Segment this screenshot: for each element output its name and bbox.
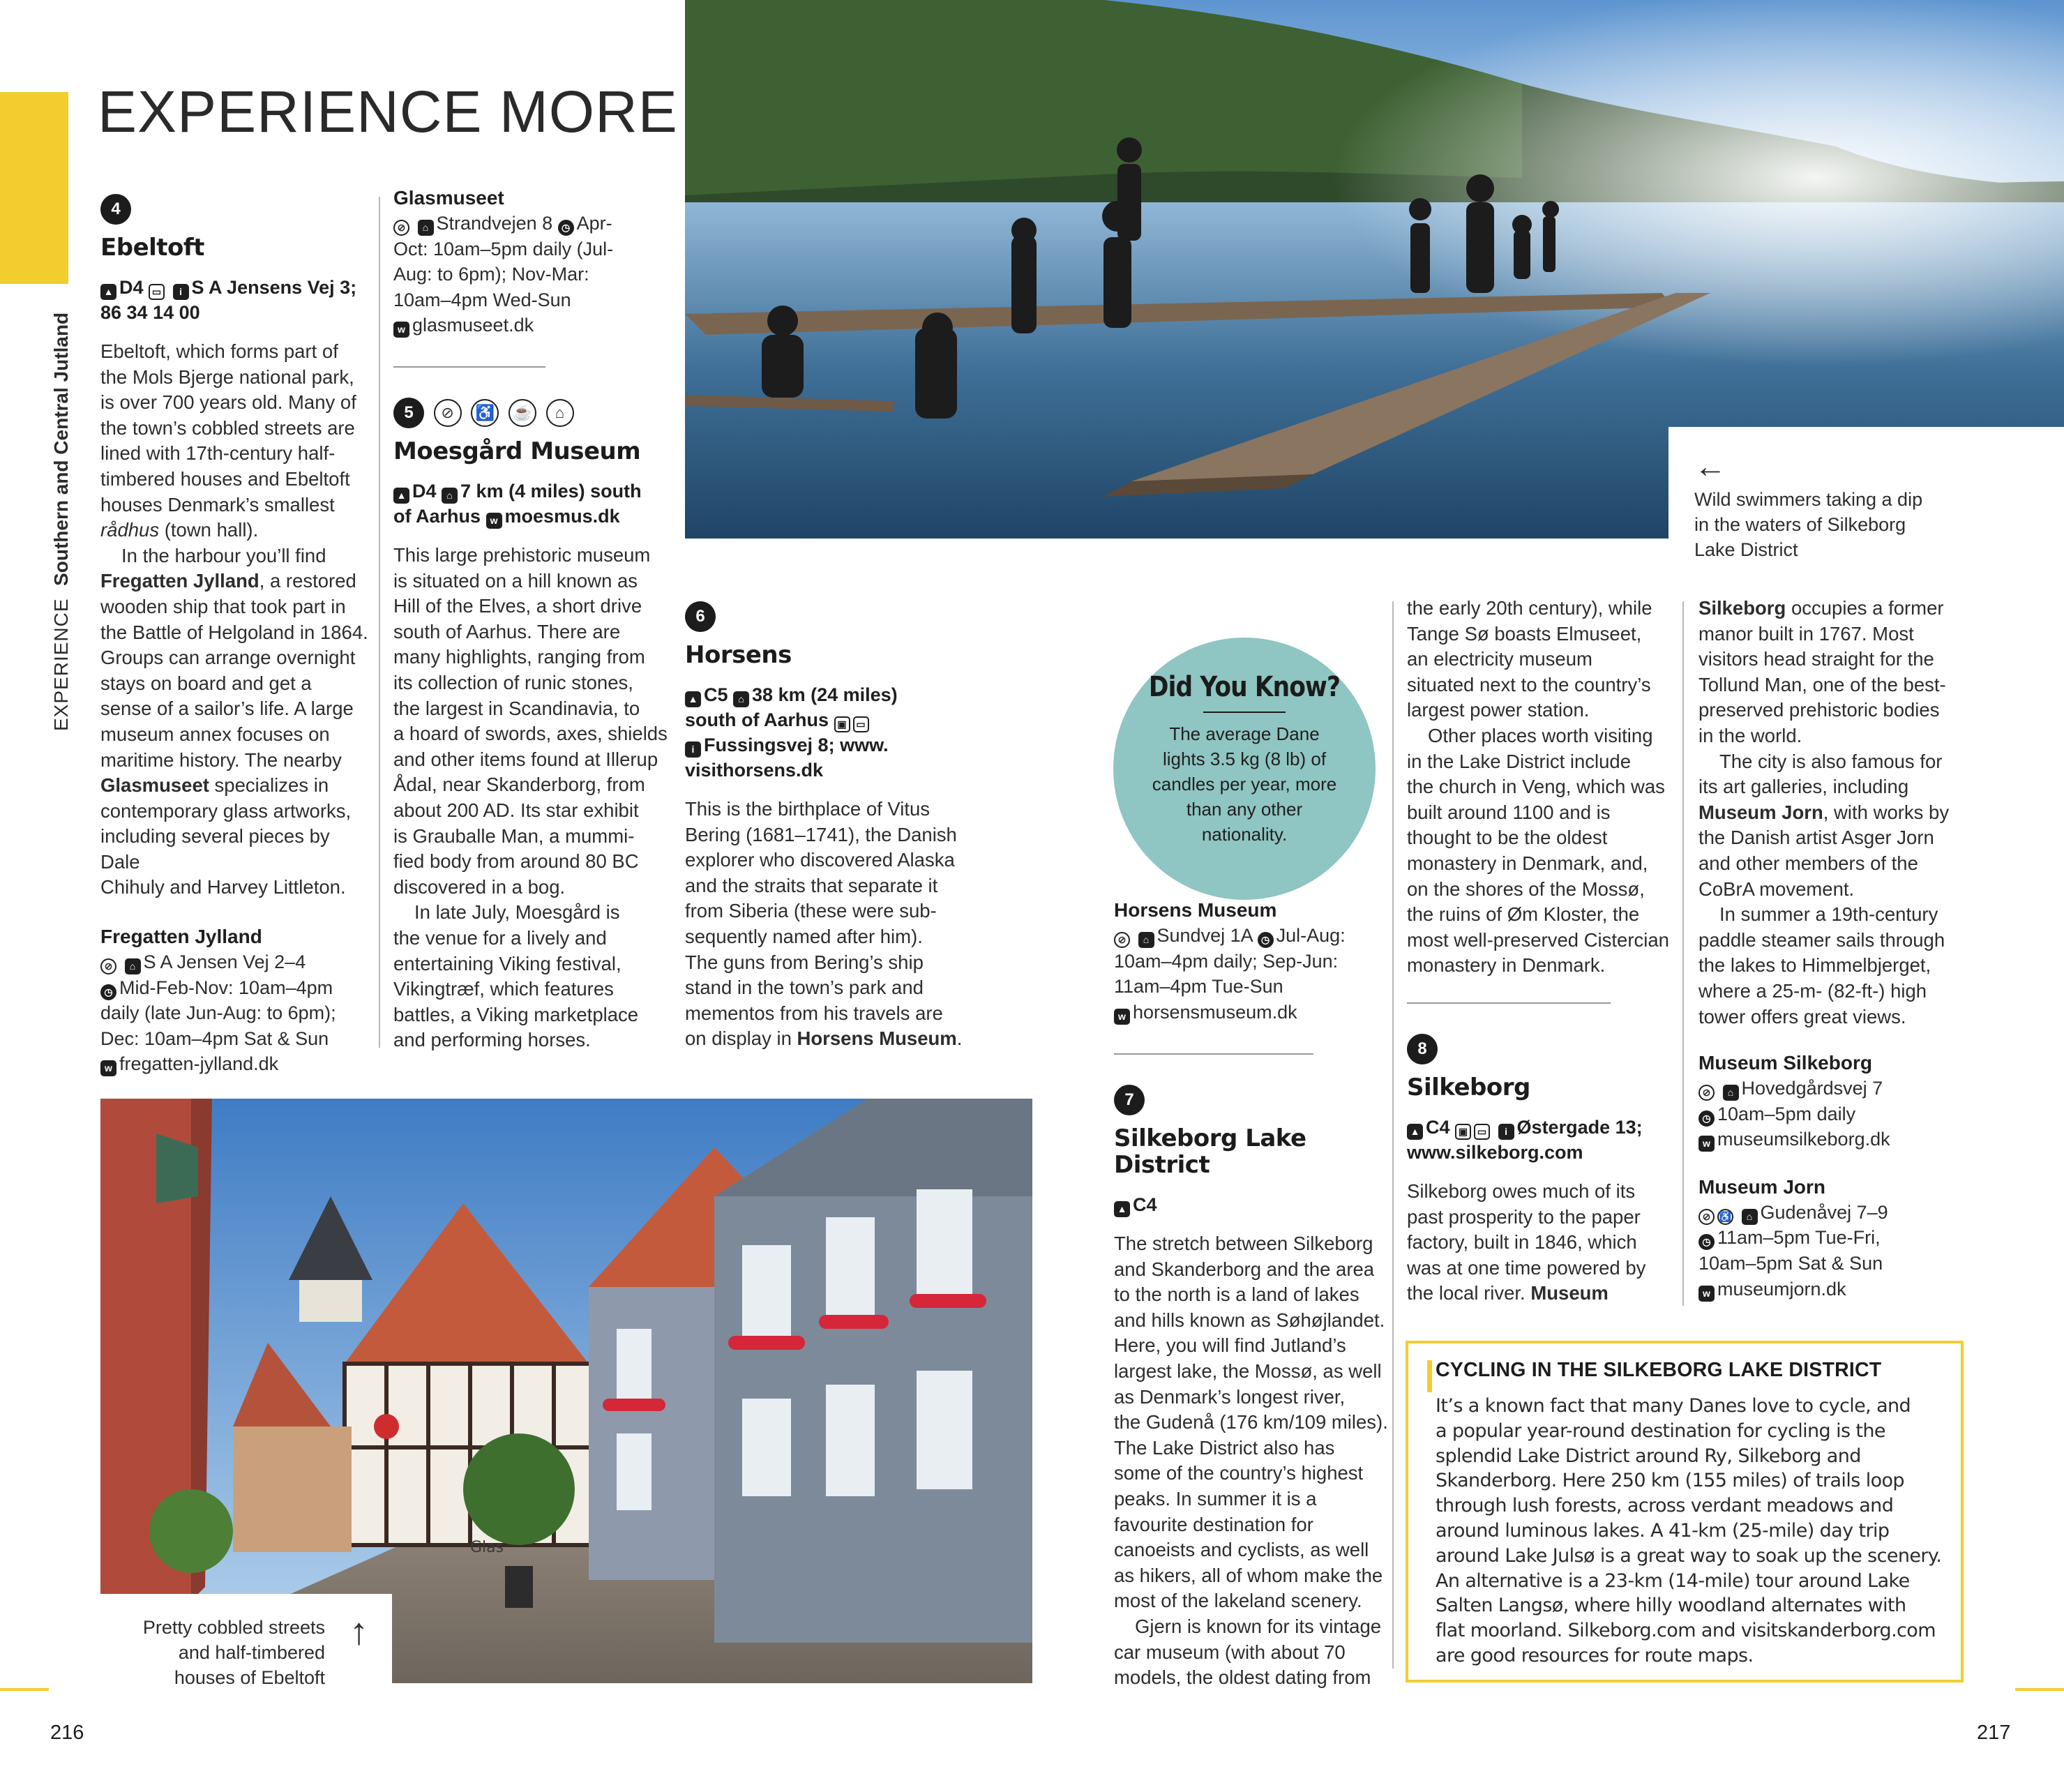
- info-icon: i: [1498, 1124, 1514, 1140]
- bus-icon: ▭: [149, 284, 165, 300]
- body-line: manor built in 1767. Most: [1698, 622, 1914, 645]
- map-ref-icon: ▲: [100, 284, 116, 300]
- body-line: Bering (1681–1741), the Danish: [685, 823, 957, 845]
- subentry-title-museum-jorn: Museum Jorn: [1698, 1175, 1826, 1198]
- body-line: fied body from around 80 BC: [393, 850, 639, 873]
- body-line: battles, a Viking marketplace: [393, 1003, 639, 1025]
- body-line: Here, you will find Jutland’s: [1114, 1334, 1346, 1357]
- body-line: sequently named after him).: [685, 925, 923, 947]
- body-line: the local river. Museum: [1407, 1282, 1609, 1304]
- body-line: lined with 17th-century half-: [100, 442, 336, 465]
- page-number-left: 216: [50, 1722, 84, 1744]
- body-line: as hikers, all of whom make the: [1114, 1564, 1383, 1586]
- web-icon: w: [1698, 1286, 1715, 1302]
- parking-icon: ⊘: [1698, 1209, 1715, 1225]
- body-line: is Grauballe Man, a mummi-: [393, 825, 635, 847]
- photo-caption-town: [100, 1594, 392, 1688]
- body-line: Tange Sø boasts Elmuseet,: [1407, 622, 1642, 645]
- column-horsens: [685, 601, 964, 1052]
- section-color-tab: [0, 92, 68, 284]
- divider-rule: [393, 366, 545, 368]
- body-line: Ebeltoft, which forms part of: [100, 340, 338, 362]
- body-line: monastery in Denmark, and,: [1407, 852, 1648, 874]
- column-moesgaard: [393, 186, 672, 338]
- entry-info-moesgaard: ▲ D4 ⌂ 7 km (4 miles) south of Aarhus w moesmus.dk: [393, 479, 672, 529]
- body-line: an electricity museum: [1407, 648, 1592, 670]
- body-line: Silkeborg owes much of its: [1407, 1180, 1636, 1202]
- parking-icon: ⊘: [1114, 932, 1130, 948]
- body-line: sense of a sailor’s life. A large: [100, 698, 354, 720]
- body-line: and Skanderborg and the area: [1114, 1258, 1375, 1280]
- body-line: contemporary glass artworks,: [100, 799, 352, 822]
- page-title: EXPERIENCE MORE: [98, 79, 678, 144]
- bus-icon: ▭: [853, 716, 869, 732]
- body-line: factory, built in 1846, which: [1407, 1231, 1637, 1253]
- body-line: largest power station.: [1407, 699, 1590, 721]
- body-line: Other places worth visiting: [1428, 724, 1653, 746]
- page-number-right: 217: [1977, 1722, 2011, 1744]
- body-line: explorer who discovered Alaska: [685, 849, 955, 871]
- body-line: CoBrA movement.: [1698, 878, 1855, 900]
- running-section-label: EXPERIENCE Southern and Central Jutland: [50, 312, 72, 731]
- body-line: Museum Jorn, with works by: [1698, 801, 1950, 823]
- caption-line: Pretty cobbled streets: [142, 1617, 325, 1638]
- clock-icon: ◷: [100, 984, 116, 1000]
- body-line: the Danish artist Asger Jorn: [1698, 827, 1934, 849]
- body-line: wooden ship that took part in: [100, 595, 346, 617]
- column-silkeborg: [1407, 1034, 1686, 1307]
- entry-number-badge: 7: [1114, 1085, 1145, 1115]
- caption-line: houses of Ebeltoft: [174, 1667, 325, 1688]
- parking-icon: ⊘: [434, 399, 462, 427]
- parking-icon: ⊘: [1698, 1085, 1715, 1101]
- column-horsens-museum: [1114, 898, 1393, 1025]
- caption-line: in the waters of Silkeborg: [1694, 514, 1906, 535]
- subentry-info-museum-jorn: ⊘ ♿ ⌂ Gudenåvej 7–9 ◷ 11am–5pm Tue-Fri, 10am–5pm Sat & Sun w museumjorn.dk: [1698, 1200, 1978, 1302]
- info-icon: i: [685, 741, 701, 758]
- address-icon: ⌂: [125, 958, 141, 974]
- body-line: the largest in Scandinavia, to: [393, 697, 640, 719]
- train-icon: ▣: [1455, 1124, 1471, 1140]
- web-icon: w: [393, 322, 409, 338]
- entry-title-ebeltoft: Ebeltoft: [100, 234, 204, 262]
- body-line: mementos from his travels are: [685, 1002, 943, 1024]
- body-line: tower offers great views.: [1698, 1005, 1906, 1027]
- body-line: car museum (with about 70: [1114, 1641, 1346, 1663]
- map-ref-icon: ▲: [393, 488, 409, 504]
- caption-line: Wild swimmers taking a dip: [1694, 489, 1923, 510]
- arrow-left-icon: ←: [1694, 448, 1726, 484]
- body-line: In late July, Moesgård is: [414, 901, 620, 924]
- subentry-title-horsens-museum: Horsens Museum: [1114, 899, 1277, 921]
- body-line: and the straits that separate it: [685, 874, 938, 896]
- clock-icon: ◷: [558, 220, 574, 236]
- address-icon: ⌂: [1138, 932, 1154, 948]
- body-line: favourite destination for: [1114, 1513, 1313, 1535]
- address-icon: ⌂: [418, 220, 434, 236]
- map-ref-icon: ▲: [1114, 1201, 1130, 1217]
- column-silkeborg-lake: [1114, 1085, 1393, 1691]
- divider-rule: [1114, 1053, 1313, 1055]
- footer-rule-left: [0, 1688, 49, 1691]
- body-line: preserved prehistoric bodies: [1698, 699, 1940, 721]
- body-line: the ruins of Øm Kloster, the: [1407, 903, 1640, 926]
- body-line: Ådal, near Skanderborg, from: [393, 774, 645, 796]
- callout-title: Did You Know?: [1148, 671, 1341, 703]
- body-line: peaks. In summer it is a: [1114, 1487, 1317, 1509]
- body-line: timbered houses and Ebeltoft: [100, 467, 350, 490]
- body-line: in the world.: [1698, 724, 1802, 746]
- address-icon: ⌂: [733, 691, 749, 707]
- callout-divider: [1203, 711, 1286, 713]
- body-line: the Battle of Helgoland in 1864.: [100, 621, 368, 643]
- caption-line: Lake District: [1694, 539, 1798, 560]
- subentry-title-fregatten: Fregatten Jylland: [100, 926, 262, 948]
- column-ebeltoft: [100, 194, 372, 1077]
- column-lake-district-cont: [1407, 596, 1686, 979]
- caption-line: and half-timbered: [178, 1642, 325, 1663]
- map-ref-icon: ▲: [1407, 1124, 1423, 1140]
- clock-icon: ◷: [1258, 932, 1274, 948]
- body-line: the lakes to Himmelbjerget,: [1698, 954, 1931, 977]
- train-icon: ▣: [834, 716, 850, 732]
- body-line: built around 1100 and is: [1407, 801, 1611, 823]
- address-icon: ⌂: [442, 488, 458, 504]
- column-divider: [379, 197, 380, 1048]
- body-line: the early 20th century), while: [1407, 597, 1652, 619]
- body-line: and other members of the: [1698, 852, 1918, 874]
- body-line: from Siberia (these were sub-: [685, 900, 937, 922]
- map-ref-icon: ▲: [685, 691, 701, 707]
- body-line: monastery in Denmark.: [1407, 954, 1606, 977]
- divider-rule: [1407, 1002, 1611, 1004]
- body-line: its collection of runic stones,: [393, 671, 633, 693]
- body-line: The city is also famous for: [1719, 750, 1943, 772]
- column-divider: [1682, 601, 1684, 1306]
- body-line: models, the oldest dating from: [1114, 1666, 1371, 1689]
- body-line: This large prehistoric museum: [393, 544, 651, 566]
- body-line: The guns from Bering’s ship: [685, 951, 924, 973]
- clock-icon: ◷: [1698, 1110, 1715, 1127]
- entry-info-ebeltoft: ▲ D4 ▭ i S A Jensens Vej 3; 86 34 14 00: [100, 277, 357, 323]
- entry-number-badge: 5: [393, 398, 424, 428]
- shop-sign-text: Glas: [470, 1539, 504, 1556]
- body-line: and performing horses.: [393, 1029, 591, 1051]
- body-line: stand in the town’s park and: [685, 977, 924, 999]
- body-line: visitors head straight for the: [1698, 648, 1934, 670]
- body-line: and hills known as Søhøjlandet.: [1114, 1309, 1385, 1331]
- feature-title: CYCLING IN THE SILKEBORG LAKE DISTRICT: [1436, 1359, 1882, 1381]
- body-line: some of the country’s highest: [1114, 1462, 1364, 1484]
- column-moesgaard-entry: [393, 398, 672, 1053]
- feature-accent-bar: [1427, 1360, 1432, 1392]
- parking-icon: ⊘: [393, 220, 409, 236]
- entry-number-badge: 8: [1407, 1034, 1438, 1064]
- body-line: south of Aarhus. There are: [393, 620, 621, 642]
- body-line: situated next to the country’s: [1407, 673, 1651, 695]
- body-line: about 200 AD. Its star exhibit: [393, 799, 639, 821]
- parking-icon: ⊘: [100, 958, 116, 974]
- clock-icon: ◷: [1698, 1234, 1715, 1250]
- feature-text: It’s a known fact that many Danes love to cycle, and a popular year-round destination for cycling is the splendid Lake District around Ry, Silkeborg and Skanderborg. Here 250 km (155 miles) of trails loop through lush forests, across verdant meadows and around luminous lakes. A 41-km (25-mile) day trip around Lake Julsø is a great way to soak up the scenery. An alternative is a 23-km (14-mile) tour around Lake Salten Langsø, where hilly woodland alternates with flat moorland. Silkeborg.com and visitskanderborg.com are good resources for route maps.: [1436, 1395, 1942, 1666]
- subentry-title-museum-silkeborg: Museum Silkeborg: [1698, 1052, 1872, 1074]
- body-line: thought to be the oldest: [1407, 827, 1608, 849]
- bus-icon: ▭: [1474, 1124, 1490, 1140]
- body-line: discovered in a bog.: [393, 875, 566, 898]
- body-line: Fregatten Jylland, a restored: [100, 570, 356, 592]
- web-icon: w: [1114, 1009, 1130, 1025]
- entry-number-badge: 6: [685, 601, 716, 632]
- body-line: past prosperity to the paper: [1407, 1205, 1641, 1228]
- body-line: Gjern is known for its vintage: [1135, 1615, 1382, 1637]
- body-line: Vikingtræf, which features: [393, 978, 614, 1000]
- body-line: stays on board and get a: [100, 672, 312, 694]
- web-icon: w: [486, 513, 502, 529]
- body-line: Groups can arrange overnight: [100, 647, 356, 669]
- body-line: museum annex focuses on: [100, 723, 330, 745]
- body-line: Tollund Man, one of the best-: [1698, 673, 1946, 695]
- body-line: most well-preserved Cistercian: [1407, 928, 1669, 951]
- body-line: its art galleries, including: [1698, 776, 1909, 798]
- entry-title-horsens: Horsens: [685, 641, 792, 669]
- subentry-info-fregatten: ⊘ ⌂ S A Jensen Vej 2–4 ◷ Mid-Feb-Nov: 10am–4pm daily (late Jun-Aug: to 6pm); Dec: 10am–4pm Sat & Sun w fregatten-jylland.dk: [100, 949, 372, 1077]
- web-icon: w: [100, 1060, 116, 1076]
- entry-info-horsens: ▲ C5 ⌂ 38 km (24 miles) south of Aarhus ▣ ▭ i Fussingsvej 8; www. visithorsens.dk: [685, 684, 898, 781]
- body-line: The Lake District also has: [1114, 1436, 1335, 1459]
- arrow-up-icon: ↑: [349, 1611, 368, 1652]
- body-line: many highlights, ranging from: [393, 646, 645, 668]
- subentry-info-horsens-museum: ⊘ ⌂ Sundvej 1A ◷ Jul-Aug: 10am–4pm daily; Sep-Jun: 11am–4pm Tue-Sun w horsensmuseum.dk: [1114, 923, 1393, 1025]
- did-you-know-callout: [1113, 638, 1376, 900]
- body-line: Hill of the Elves, a short drive: [393, 595, 642, 617]
- cafe-icon: ☕: [509, 399, 536, 427]
- body-line: Silkeborg occupies a former: [1698, 597, 1944, 619]
- body-line: entertaining Viking festival,: [393, 952, 622, 974]
- entry-number-badge: 4: [100, 194, 131, 225]
- body-line: the Mols Bjerge national park,: [100, 366, 354, 388]
- body-line: Glasmuseet specializes in: [100, 774, 329, 797]
- info-icon: i: [173, 284, 189, 300]
- body-line: largest lake, the Mossø, as well: [1114, 1360, 1382, 1382]
- body-line: to the north is a land of lakes: [1114, 1283, 1359, 1306]
- body-line: the venue for a lively and: [393, 926, 607, 949]
- entry-info-silkeborg-lake: ▲ C4: [1114, 1192, 1393, 1217]
- body-line: on display in Horsens Museum.: [685, 1027, 963, 1050]
- entry-title-moesgaard: Moesgård Museum: [393, 437, 641, 465]
- disabled-access-icon: ♿: [1717, 1209, 1733, 1225]
- body-line: most of the lakeland scenery.: [1114, 1590, 1362, 1612]
- body-line: the church in Veng, which was: [1407, 776, 1665, 798]
- photo-caption-lake: [1668, 427, 2064, 560]
- address-icon: ⌂: [1742, 1209, 1758, 1225]
- body-line: the town’s cobbled streets are: [100, 416, 355, 439]
- body-line: The stretch between Silkeborg: [1114, 1233, 1373, 1254]
- body-line: This is the birthplace of Vitus: [685, 798, 931, 820]
- body-line: was at one time powered by: [1407, 1256, 1646, 1279]
- body-line: the Gudenå (176 km/109 miles).: [1114, 1411, 1388, 1433]
- disabled-access-icon: ♿: [471, 399, 499, 427]
- entry-title-silkeborg-lake: Silkeborg Lake District: [1114, 1124, 1306, 1179]
- subentry-title-glasmuseet: Glasmuseet: [393, 187, 504, 209]
- body-line: is over 700 years old. Many of: [100, 391, 356, 414]
- body-line: paddle steamer sails through: [1698, 928, 1945, 951]
- address-icon: ⌂: [1723, 1085, 1739, 1101]
- web-icon: w: [1698, 1136, 1715, 1152]
- body-line: on the shores of the Mossø,: [1407, 878, 1645, 900]
- body-line: and other items found at Illerup: [393, 748, 658, 770]
- column-divider: [1392, 601, 1394, 1669]
- body-line: maritime history. The nearby: [100, 748, 342, 771]
- body-line: canoeists and cyclists, as well: [1114, 1539, 1369, 1561]
- shop-icon: ⌂: [546, 399, 574, 427]
- column-silkeborg-cont: [1698, 596, 1978, 1302]
- body-line: where a 25-m- (82-ft-) high: [1698, 979, 1927, 1002]
- body-line: Chihuly and Harvey Littleton.: [100, 876, 346, 898]
- body-line: including several pieces by Dale: [100, 825, 330, 873]
- body-line: as Denmark’s longest river,: [1114, 1385, 1346, 1408]
- entry-info-silkeborg: ▲ C4 ▣ ▭ i Østergade 13; www.silkeborg.com: [1407, 1117, 1643, 1163]
- subentry-info-museum-silkeborg: ⊘ ⌂ Hovedgårdsvej 7 ◷ 10am–5pm daily w museumsilkeborg.dk: [1698, 1076, 1978, 1152]
- body-line: a hoard of swords, axes, shields: [393, 723, 668, 745]
- body-line: In summer a 19th-century: [1719, 903, 1938, 926]
- subentry-info-glasmuseet: ⊘ ⌂ Strandvejen 8 ◷ Apr- Oct: 10am–5pm daily (Jul- Aug: to 6pm); Nov-Mar: 10am–4pm Wed-Sun w glasmuseet.dk: [393, 211, 672, 338]
- body-line: is situated on a hill known as: [393, 569, 638, 592]
- entry-title-silkeborg: Silkeborg: [1407, 1074, 1530, 1101]
- callout-text: The average Dane lights 3.5 kg (8 lb) of candles per year, more than any other nationality.: [1152, 723, 1337, 845]
- footer-rule-right: [2015, 1688, 2064, 1691]
- body-line: rådhus (town hall).: [100, 519, 259, 541]
- body-line: in the Lake District include: [1407, 750, 1631, 772]
- body-line: In the harbour you’ll find: [121, 544, 326, 566]
- body-line: houses Denmark’s smallest: [100, 493, 335, 515]
